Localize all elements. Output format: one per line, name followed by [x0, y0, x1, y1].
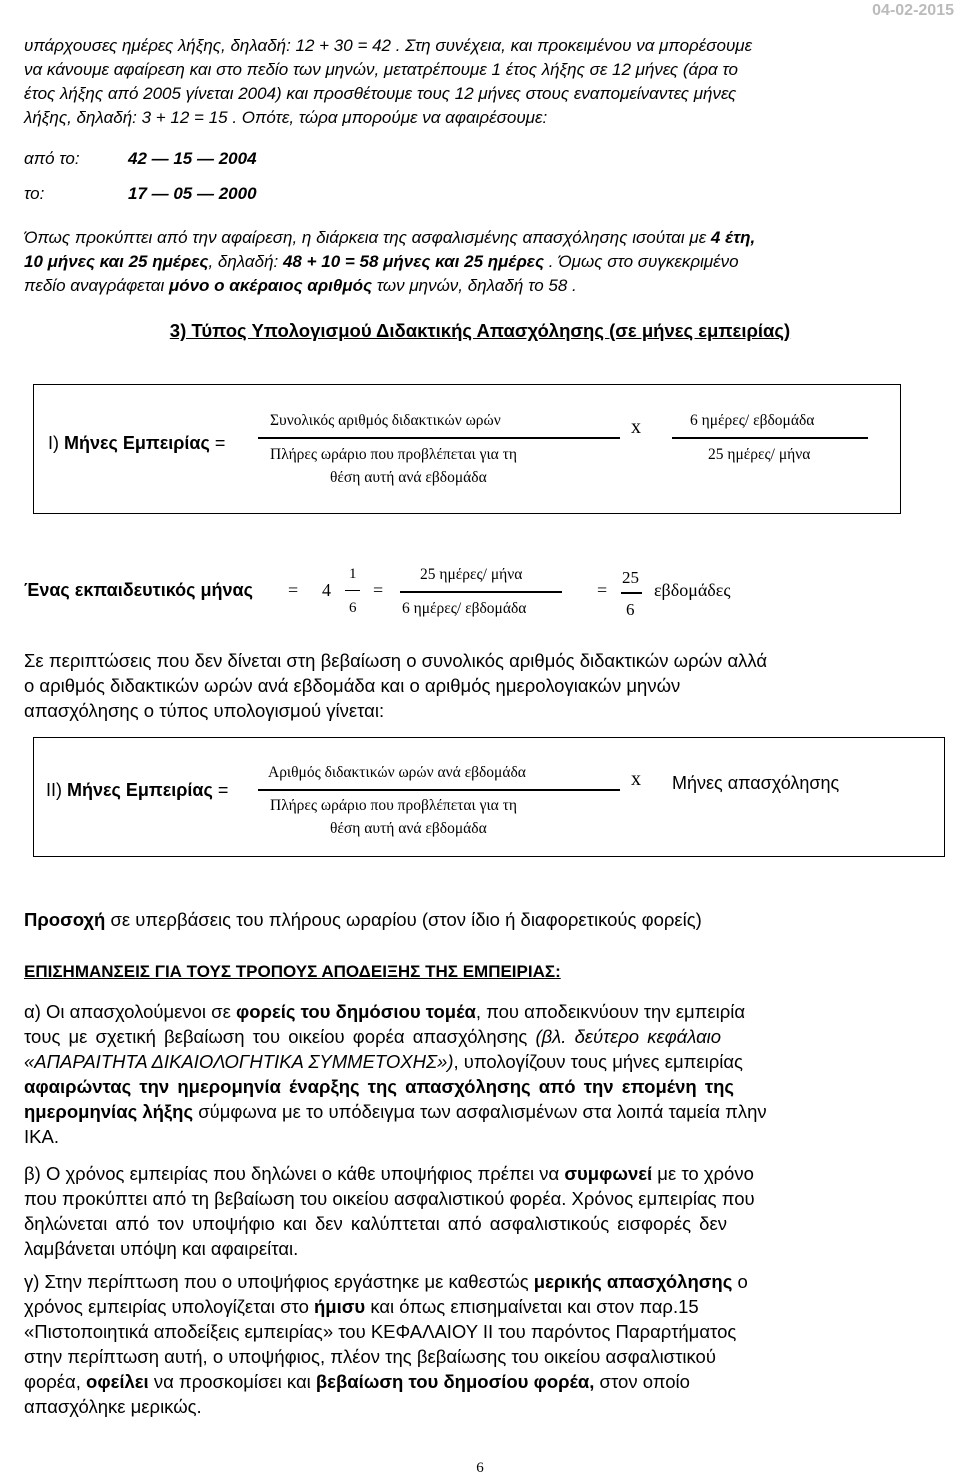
formula-2-numerator: Αριθμός διδακτικών ωρών ανά εβδομάδα	[268, 764, 526, 781]
note-a-l4: αφαιρώντας την ημερομηνία έναρξης της απασχόλησης από την επομένη της	[24, 1076, 735, 1097]
subtraction-to-value: 17 — 05 — 2000	[128, 184, 257, 203]
note-b-l1c: με το χρόνο	[652, 1163, 754, 1184]
formula-1-equals: =	[214, 433, 226, 453]
cases-line-1: Σε περιπτώσεις που δεν δίνεται στη βεβαίωση ο συνολικός αριθμός διδακτικών ωρών αλλά	[24, 650, 768, 671]
note-c-l1a: γ) Στην περίπτωση που ο υποψήφιος εργάστηκε με καθεστώς	[24, 1271, 534, 1292]
formula-1-ratio-denominator: 25 ημέρες/ μήνα	[708, 446, 811, 463]
formula-1-ratio-numerator: 6 ημέρες/ εβδομάδα	[690, 412, 815, 429]
result-paragraph	[24, 226, 960, 298]
note-a	[24, 999, 956, 1149]
note-c-l2b: ήμισυ	[314, 1296, 366, 1317]
month-formula-eq2: =	[373, 580, 384, 600]
note-c-l6: απασχόληκε μερικώς.	[24, 1396, 202, 1417]
result-l1a: Όπως προκύπτει από την αφαίρεση, η διάρκεια της ασφαλισμένης απασχόλησης ισούται με	[24, 228, 711, 247]
formula-1-times: x	[631, 416, 641, 438]
intro-line-1: υπάρχουσες ημέρες λήξης, δηλαδή: 12 + 30 = 42 . Στη συνέχεια, και προκειμένου να μπορέσουμε	[24, 36, 753, 55]
note-c-l5d: βεβαίωση του δημοσίου φορέα,	[315, 1371, 595, 1392]
cases-paragraph	[24, 648, 960, 723]
note-b	[24, 1161, 956, 1261]
note-b-l2: που προκύπτει από τη βεβαίωση του οικείου ασφαλιστικού φορέα. Χρόνος εμπειρίας που	[24, 1188, 755, 1209]
header-date: 04-02-2015	[872, 2, 954, 19]
formula-1-prefix: Ι)	[48, 433, 64, 453]
note-c-l4: στην περίπτωση αυτή, ο υποψήφιος, πλέον της βεβαίωσης του οικείου ασφαλιστικού	[24, 1346, 716, 1367]
month-formula-eq3: =	[597, 580, 608, 600]
month-formula-line2	[400, 591, 562, 593]
attention-rest: σε υπερβάσεις του πλήρους ωραρίου (στον ίδιο ή διαφορετικούς φορείς)	[105, 909, 702, 930]
month-formula-num2: 25 ημέρες/ μήνα	[420, 566, 523, 583]
month-formula-frac-num: 1	[349, 566, 357, 582]
note-c-l1c: ο	[732, 1271, 748, 1292]
result-l2c: 48 + 10 = 58 μήνες και 25 ημέρες	[282, 252, 544, 271]
note-c-l1b: μερικής απασχόλησης	[533, 1271, 733, 1292]
page-number: 6	[476, 1460, 484, 1476]
subtraction-from-label: από το:	[24, 149, 80, 168]
formula-1-fraction-line	[258, 437, 620, 439]
formula-2-times: x	[631, 768, 641, 790]
attention-bold: Προσοχή	[24, 909, 106, 930]
month-formula-unit: εβδομάδες	[654, 580, 731, 600]
result-l1b: 4 έτη,	[710, 228, 756, 247]
month-formula-den3: 6	[626, 600, 635, 619]
intro-line-2: να κάνουμε αφαίρεση και στο πεδίο των μηνών, μετατρέπουμε 1 έτος λήξης σε 12 μήνες (άρα το	[24, 60, 738, 79]
note-a-l5b: σύμφωνα με το υπόδειγμα των ασφαλισμένων στα λοιπά ταμεία πλην	[193, 1101, 767, 1122]
subtraction-from-value: 42 — 15 — 2004	[128, 149, 257, 168]
formula-2-equals: =	[217, 780, 229, 800]
cases-line-2: ο αριθμός διδακτικών ωρών ανά εβδομάδα και ο αριθμός ημερολογιακών μηνών	[24, 675, 681, 696]
note-c-l5b: οφείλει	[86, 1371, 149, 1392]
note-b-l1a: β) Ο χρόνος εμπειρίας που δηλώνει ο κάθε υποψήφιος πρέπει να	[24, 1163, 565, 1184]
note-c-l2a: χρόνος εμπειρίας υπολογίζεται στο	[24, 1296, 314, 1317]
month-formula-frac-den: 6	[349, 600, 357, 616]
month-formula-den2: 6 ημέρες/ εβδομάδα	[402, 600, 527, 617]
formula-1-denominator-line-1: Πλήρες ωράριο που προβλέπεται για τη	[270, 446, 517, 463]
notes-heading: ΕΠΙΣΗΜΑΝΣΕΙΣ ΓΙΑ ΤΟΥΣ ΤΡΟΠΟΥΣ ΑΠΟΔΕΙΞΗΣ ΤΗΣ ΕΜΠΕΙΡΙΑΣ:	[24, 962, 561, 981]
note-a-l3b: , υπολογίζουν τους μήνες εμπειρίας	[453, 1051, 743, 1072]
note-a-l2a: τους με σχετική βεβαίωση του οικείου φορέα απασχόλησης	[24, 1026, 536, 1047]
note-a-l3a: «ΑΠΑΡΑΙΤΗΤΑ ΔΙΚΑΙΟΛΟΓΗΤΙΚΑ ΣΥΜΜΕΤΟΧΗΣ»)	[24, 1051, 454, 1072]
note-b-l3: δηλώνεται από τον υποψήφιο και δεν καλύπτεται από ασφαλιστικούς εισφορές δεν	[24, 1213, 727, 1234]
note-c-l3: «Πιστοποιητικά αποδείξεις εμπειρίας» του ΚΕΦΑΛΑΙΟΥ ΙΙ του παρόντος Παραρτήματος	[24, 1321, 737, 1342]
formula-2-denominator-line-1: Πλήρες ωράριο που προβλέπεται για τη	[270, 797, 517, 814]
note-c	[24, 1269, 956, 1419]
month-formula-frac-line	[345, 590, 360, 591]
result-l2a: 10 μήνες και 25 ημέρες	[24, 252, 209, 271]
formula-2-denominator-line-2: θέση αυτή ανά εβδομάδα	[330, 820, 487, 837]
intro-line-4-rest: . Οπότε, τώρα μπορούμε να αφαιρέσουμε:	[227, 108, 548, 127]
month-formula-num3: 25	[622, 568, 639, 587]
note-b-l4: λαμβάνεται υπόψη και αφαιρείται.	[24, 1238, 299, 1259]
formula-2-fraction-line	[258, 789, 620, 791]
note-c-l2c: και όπως επισημαίνεται και στον παρ.15	[365, 1296, 699, 1317]
formula-2-factor: Μήνες απασχόλησης	[672, 773, 840, 793]
note-a-l1c: , που αποδεικνύουν την εμπειρία	[475, 1001, 746, 1022]
formula-1-label: Μήνες Εμπειρίας	[64, 433, 210, 453]
formula-2-label: Μήνες Εμπειρίας	[67, 780, 213, 800]
note-a-l1a: α) Οι απασχολούμενοι σε	[24, 1001, 236, 1022]
month-formula-label: Ένας εκπαιδευτικός μήνας	[24, 580, 253, 600]
note-a-l5a: ημερομηνίας λήξης	[24, 1101, 194, 1122]
note-a-l2b: (βλ. δεύτερο κεφάλαιο	[535, 1026, 722, 1047]
note-a-l1b: φορείς του δημόσιου τομέα	[235, 1001, 476, 1022]
intro-line-3: έτος λήξης από 2005 γίνεται 2004) και προσθέτουμε τους 12 μήνες στους εναπομείναντες μήνες	[24, 84, 737, 103]
subtraction-to-label: το:	[24, 184, 45, 203]
month-formula-eq1: =	[288, 580, 299, 600]
cases-line-3: απασχόλησης ο τύπος υπολογισμού γίνεται:	[24, 700, 385, 721]
note-c-l5e: στον οποίο	[594, 1371, 690, 1392]
formula-1-ratio-line	[672, 437, 868, 439]
note-b-l1b: συμφωνεί	[564, 1163, 653, 1184]
section-3-title: 3) Τύπος Υπολογισμού Διδακτικής Απασχόλησης (σε μήνες εμπειρίας)	[169, 320, 791, 341]
formula-1-numerator: Συνολικός αριθμός διδακτικών ωρών	[270, 412, 501, 429]
formula-2-prefix: ΙΙ)	[46, 780, 67, 800]
month-formula-line3	[621, 592, 642, 594]
note-c-l5c: να προσκομίσει και	[148, 1371, 316, 1392]
note-a-l6: ΙΚΑ.	[24, 1126, 59, 1147]
formula-1-denominator-line-2: θέση αυτή ανά εβδομάδα	[330, 469, 487, 486]
attention-note	[24, 907, 702, 932]
result-l3b: μόνο ο ακέραιος αριθμός	[168, 276, 373, 295]
result-l3a: πεδίο αναγράφεται	[24, 276, 169, 295]
intro-line-4-calc: λήξης, δηλαδή: 3 + 12 = 15	[24, 108, 228, 127]
result-l2d: . Όμως στο συγκεκριμένο	[544, 252, 739, 271]
note-c-l5a: φορέα,	[24, 1371, 87, 1392]
result-l3c: των μηνών, δηλαδή το 58 .	[372, 276, 577, 295]
month-formula-whole: 4	[322, 580, 331, 600]
intro-paragraph	[24, 34, 960, 130]
result-l2b: , δηλαδή:	[208, 252, 283, 271]
